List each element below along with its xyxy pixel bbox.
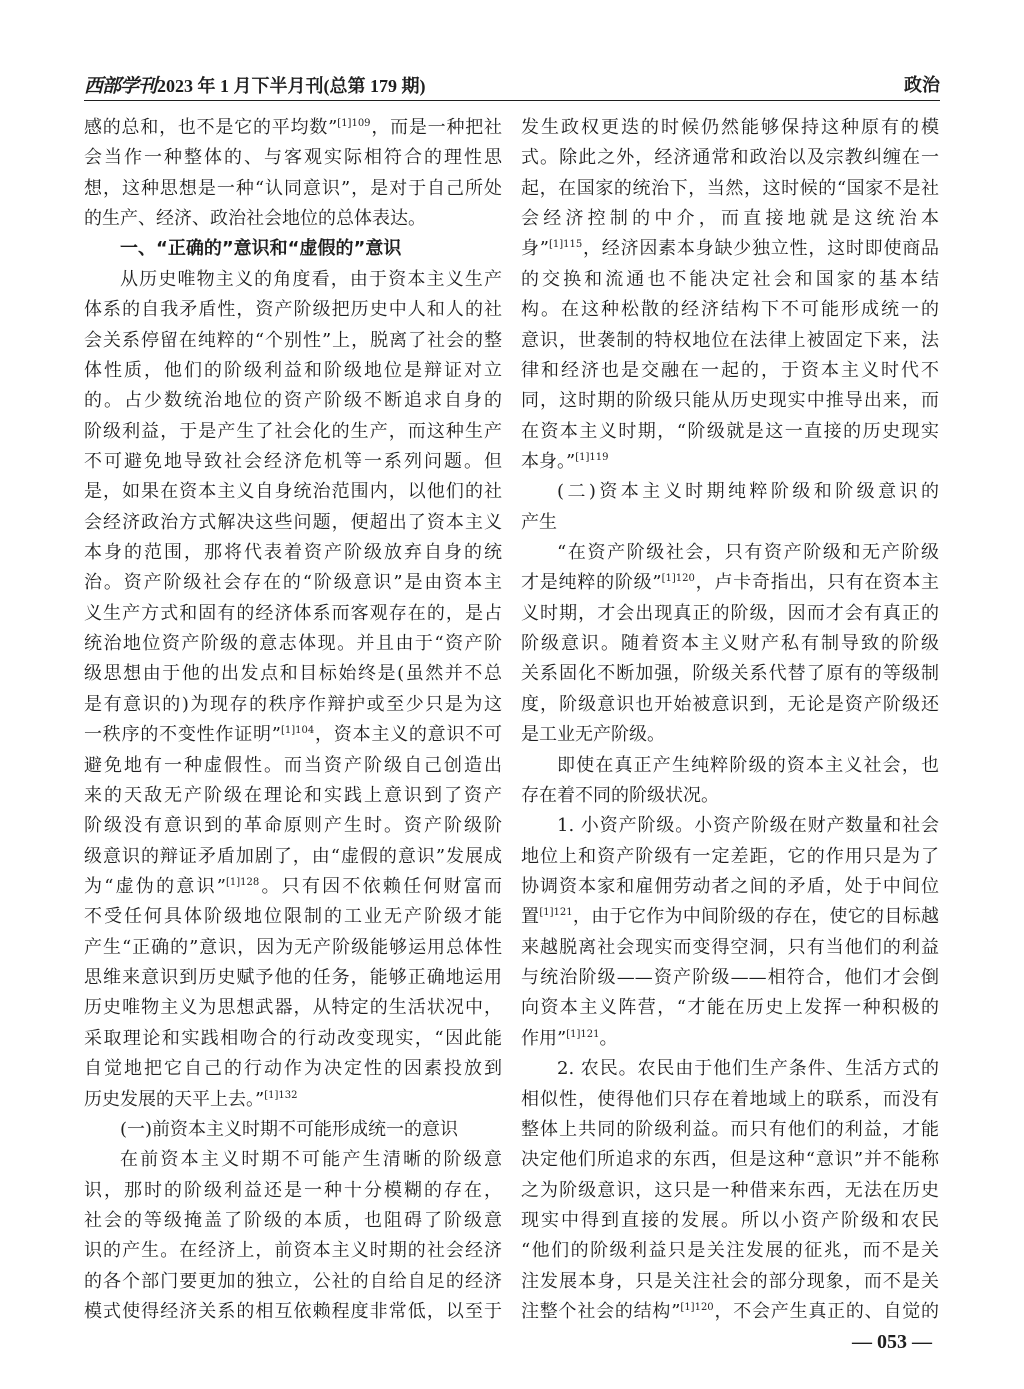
text-line bbox=[521, 265, 939, 295]
text-line bbox=[521, 1145, 939, 1175]
text-line bbox=[84, 842, 502, 872]
text-run: 会经济政治方式解决这些问题，便超出了资本主义 bbox=[84, 511, 502, 533]
text-run: 注整个社会的结构” bbox=[521, 1301, 681, 1323]
text-run: 感的总和，也不是它的平均数” bbox=[84, 117, 338, 138]
citation-superscript: [1]104 bbox=[280, 725, 315, 737]
text-run: 历史唯物主义为思想武器，从特定的生活状况中， bbox=[84, 997, 502, 1019]
text-line bbox=[84, 477, 502, 507]
text-run: 决定他们所追求的东西，但是这种“意识”并不能称 bbox=[521, 1149, 939, 1171]
text-line bbox=[84, 568, 502, 598]
text-line bbox=[521, 1176, 939, 1206]
text-line bbox=[521, 417, 939, 447]
text-run: 发生政权更迭的时候仍然能够保持这种原有的模 bbox=[521, 117, 939, 138]
text-line bbox=[84, 234, 502, 264]
text-run: 产生“正确的”意识，因为无产阶级能够运用总体性 bbox=[84, 936, 502, 958]
text-line bbox=[521, 599, 939, 629]
text-run: 构。在这种松散的经济结构下不可能形成统一的 bbox=[521, 299, 939, 321]
text-line bbox=[84, 265, 502, 295]
text-run: (二)资本主义时期纯粹阶级和阶级意识的 bbox=[557, 481, 939, 503]
paragraph bbox=[521, 811, 939, 1054]
text-run: 本身。” bbox=[521, 450, 576, 472]
text-line bbox=[84, 326, 502, 356]
text-line bbox=[521, 204, 939, 234]
text-run: 式。除此之外，经济通常和政治以及宗教纠缠在一 bbox=[521, 147, 939, 169]
citation-superscript: [1]119 bbox=[575, 451, 609, 463]
text-run: 起，在国家的统治下，当然，这时候的“国家不是社 bbox=[521, 177, 939, 199]
text-run: 会当作一种整体的、与客观实际相符合的理性思 bbox=[84, 147, 502, 169]
column-left bbox=[84, 113, 502, 1327]
text-run: 是工业无产阶级。 bbox=[521, 724, 665, 746]
journal-logo: 西部学刊 bbox=[84, 75, 157, 97]
citation-superscript: [1]109 bbox=[337, 118, 371, 129]
text-run: 向资本主义阵营，“才能在历史上发挥一种积极的 bbox=[521, 997, 939, 1019]
text-line bbox=[84, 872, 502, 902]
text-line bbox=[84, 781, 502, 811]
text-line bbox=[84, 1085, 502, 1115]
text-run: 注发展本身，只是关注社会的部分现象，而不是关 bbox=[521, 1270, 939, 1292]
text-line bbox=[84, 113, 502, 143]
text-run: 律和经济也是交融在一起的，于资本主义时代不 bbox=[521, 359, 939, 381]
text-run: 社会的等级掩盖了阶级的本质，也阻碍了阶级意 bbox=[84, 1209, 502, 1231]
citation-superscript: [1]120 bbox=[680, 1302, 714, 1314]
text-line bbox=[521, 781, 939, 811]
text-line bbox=[521, 143, 939, 173]
text-line bbox=[84, 174, 502, 204]
text-run: ，由于它作为中间阶级的存在，使它的目标越 bbox=[572, 906, 940, 928]
text-line bbox=[84, 295, 502, 325]
text-run: 2. 农民。农民由于他们生产条件、生活方式的 bbox=[557, 1058, 939, 1080]
text-line bbox=[521, 1206, 939, 1236]
text-run: 统治地位资产阶级的意志体现。并且由于“资产阶 bbox=[84, 633, 502, 655]
text-run: 不可避免地导致社会经济危机等一系列问题。但 bbox=[84, 450, 502, 472]
text-run: 自觉地把它自己的行动作为决定性的因素投放到 bbox=[84, 1058, 502, 1080]
text-line bbox=[84, 811, 502, 841]
text-run: 即使在真正产生纯粹阶级的资本主义社会，也 bbox=[557, 754, 939, 776]
text-run: ，资本主义的意识不可 bbox=[314, 724, 502, 746]
text-run: 是有意识的)为现存的秩序作辩护或至少只是为这 bbox=[84, 693, 502, 715]
text-run: 采取理论和实践相吻合的行动改变现实，“因此能 bbox=[84, 1027, 502, 1049]
paragraph bbox=[521, 538, 939, 751]
text-line bbox=[521, 1267, 939, 1297]
text-run: 才是纯粹的阶级” bbox=[521, 572, 662, 594]
text-line bbox=[521, 690, 939, 720]
text-line bbox=[521, 568, 939, 598]
text-run: 。 bbox=[599, 1027, 618, 1049]
text-run: 意识，世袭制的特权地位在法律上被固定下来，法 bbox=[521, 329, 939, 351]
text-line bbox=[521, 477, 939, 507]
text-run: 整体上共同的阶级利益。而只有他们的利益，才能 bbox=[521, 1118, 939, 1140]
paragraph bbox=[84, 1145, 502, 1327]
subsection-heading bbox=[84, 1115, 502, 1145]
text-run: “他们的阶级利益只是关注发展的征兆，而不是关 bbox=[521, 1240, 939, 1262]
text-line bbox=[84, 1176, 502, 1206]
text-line bbox=[84, 902, 502, 932]
text-line bbox=[521, 993, 939, 1023]
text-run: 历史发展的天平上去。” bbox=[84, 1088, 265, 1110]
text-line bbox=[521, 356, 939, 386]
text-run: 识的产生。在经济上，前资本主义时期的社会经济 bbox=[84, 1240, 502, 1262]
text-run: 的生产、经济、政治社会地位的总体表达。 bbox=[84, 208, 426, 230]
text-line bbox=[521, 113, 939, 143]
text-line bbox=[84, 933, 502, 963]
text-run: 置 bbox=[521, 906, 540, 928]
text-run: 一、“正确的”意识和“虚假的”意识 bbox=[120, 238, 402, 260]
text-run: 现实中得到直接的发展。所以小资产阶级和农民 bbox=[521, 1209, 939, 1231]
citation-superscript: [1]121 bbox=[566, 1028, 600, 1040]
text-run: 会经济控制的中介，而直接地就是这统治本 bbox=[521, 208, 939, 230]
text-run: 从历史唯物主义的角度看，由于资本主义生产 bbox=[120, 268, 502, 290]
text-line bbox=[521, 811, 939, 841]
text-run: 来的天敌无产阶级在理论和实践上意识到了资产 bbox=[84, 784, 502, 806]
text-line bbox=[521, 538, 939, 568]
text-line bbox=[84, 1297, 502, 1327]
text-line bbox=[84, 1236, 502, 1266]
text-run: 来越脱离社会现实而变得空洞，只有当他们的利益 bbox=[521, 936, 939, 958]
text-run: 在前资本主义时期不可能产生清晰的阶级意 bbox=[120, 1149, 502, 1171]
text-run: 模式使得经济关系的相互依赖程度非常低，以至于 bbox=[84, 1301, 502, 1323]
text-run: ，不会产生真正的、自觉的 bbox=[713, 1301, 940, 1323]
text-line bbox=[84, 386, 502, 416]
paragraph bbox=[521, 1054, 939, 1327]
text-line bbox=[84, 963, 502, 993]
text-line bbox=[521, 629, 939, 659]
text-run: 义时期，才会出现真正的阶级，因而才会有真正的 bbox=[521, 602, 939, 624]
text-line bbox=[84, 417, 502, 447]
text-line bbox=[521, 326, 939, 356]
page-number: — 053 — bbox=[852, 1331, 932, 1353]
text-run: ，经济因素本身缺少独立性，这时即使商品 bbox=[582, 238, 940, 260]
text-run: 思维来意识到历史赋予他的任务，能够正确地运用 bbox=[84, 967, 502, 989]
text-run: 存在着不同的阶级状况。 bbox=[521, 784, 719, 806]
text-line bbox=[521, 234, 939, 264]
text-line bbox=[84, 1115, 502, 1145]
text-line bbox=[521, 902, 939, 932]
text-line bbox=[521, 1297, 939, 1327]
text-run: 相似性，使得他们只存在着地域上的联系，而没有 bbox=[521, 1088, 939, 1110]
text-line bbox=[84, 1206, 502, 1236]
text-line bbox=[84, 1267, 502, 1297]
paragraph bbox=[521, 751, 939, 812]
issue-info: 2023 年 1 月下半月刊(总第 179 期) bbox=[157, 76, 426, 96]
paragraph bbox=[84, 265, 502, 1115]
text-run: 不受任何具体阶级地位限制的工业无产阶级才能 bbox=[84, 906, 502, 928]
citation-superscript: [1]120 bbox=[661, 573, 695, 585]
text-line bbox=[521, 386, 939, 416]
text-line bbox=[521, 174, 939, 204]
text-line bbox=[84, 143, 502, 173]
text-line bbox=[521, 659, 939, 689]
column-right bbox=[521, 113, 939, 1327]
text-run: 作用” bbox=[521, 1027, 567, 1049]
text-line bbox=[84, 690, 502, 720]
text-run: 关系固化不断加强，阶级关系代替了原有的等级制 bbox=[521, 663, 939, 685]
text-line bbox=[521, 933, 939, 963]
text-line bbox=[84, 659, 502, 689]
text-run: 义生产方式和固有的经济体系而客观存在的，是占 bbox=[84, 602, 502, 624]
text-run: 是，如果在资本主义自身统治范围内，以他们的社 bbox=[84, 481, 502, 503]
text-line bbox=[84, 720, 502, 750]
text-run: 体系的自我矛盾性，资产阶级把历史中人和人的社 bbox=[84, 299, 502, 321]
citation-superscript: [1]121 bbox=[539, 907, 573, 919]
text-line bbox=[521, 295, 939, 325]
text-run: 同，这时期的阶级只能从历史现实中推导出来，而 bbox=[521, 390, 939, 412]
text-run: ，卢卡奇指出，只有在资本主 bbox=[694, 572, 940, 594]
text-line bbox=[521, 963, 939, 993]
text-line bbox=[521, 1236, 939, 1266]
text-run: 级思想由于他的出发点和目标始终是(虽然并不总 bbox=[84, 663, 502, 685]
section-heading bbox=[84, 234, 502, 264]
text-run: 的各个部门要更加的独立，公社的自给自足的经济 bbox=[84, 1270, 502, 1292]
text-run: 之为阶级意识，这只是一种借来东西，无法在历史 bbox=[521, 1179, 939, 1201]
text-run: 为“虚伪的意识” bbox=[84, 875, 226, 897]
text-run: 产生 bbox=[521, 511, 557, 533]
text-line bbox=[84, 538, 502, 568]
text-run: 与统治阶级——资产阶级——相符合，他们才会倒 bbox=[521, 967, 939, 989]
text-line bbox=[84, 599, 502, 629]
running-header bbox=[84, 72, 940, 101]
text-line bbox=[84, 508, 502, 538]
journal-masthead bbox=[84, 72, 426, 100]
text-line bbox=[521, 1115, 939, 1145]
text-run: “在资产阶级社会，只有资产阶级和无产阶级 bbox=[557, 542, 939, 564]
text-line bbox=[84, 1024, 502, 1054]
text-run: 阶级利益，于是产生了社会化的生产，而这种生产 bbox=[84, 420, 502, 442]
text-run: 在资本主义时期，“阶级就是这一直接的历史现实 bbox=[521, 420, 939, 442]
citation-superscript: [1]132 bbox=[264, 1089, 298, 1101]
text-line bbox=[84, 993, 502, 1023]
text-line bbox=[521, 1024, 939, 1054]
text-line bbox=[84, 751, 502, 781]
text-run: 会关系停留在纯粹的“个别性”上，脱离了社会的整 bbox=[84, 329, 502, 351]
subsection-heading bbox=[521, 477, 939, 538]
citation-superscript: [1]128 bbox=[226, 876, 260, 888]
text-run: 一秩序的不变性作证明” bbox=[84, 724, 281, 746]
text-line bbox=[521, 842, 939, 872]
text-run: 度，阶级意识也开始被意识到，无论是资产阶级还 bbox=[521, 693, 939, 715]
text-line bbox=[84, 204, 502, 234]
text-run: (一)前资本主义时期不可能形成统一的意识 bbox=[120, 1118, 459, 1140]
text-line bbox=[521, 1054, 939, 1084]
text-run: 治。资产阶级社会存在的“阶级意识”是由资本主 bbox=[84, 572, 502, 594]
text-line bbox=[84, 1145, 502, 1175]
text-line bbox=[521, 447, 939, 477]
text-run: 的交换和流通也不能决定社会和国家的基本结 bbox=[521, 268, 939, 290]
text-line bbox=[521, 751, 939, 781]
text-run: ，而是一种把社 bbox=[370, 117, 502, 138]
text-line bbox=[84, 447, 502, 477]
text-run: 1. 小资产阶级。小资产阶级在财产数量和社会 bbox=[557, 815, 939, 837]
paragraph bbox=[521, 113, 939, 477]
text-run: 阶级意识。随着资本主义财产私有制导致的阶级 bbox=[521, 633, 939, 655]
text-line bbox=[521, 720, 939, 750]
text-line bbox=[521, 508, 939, 538]
text-run: 协调资本家和雇佣劳动者之间的矛盾，处于中间位 bbox=[521, 875, 939, 897]
paragraph bbox=[84, 113, 502, 234]
text-run: 想，这种思想是一种“认同意识”，是对于自己所处 bbox=[84, 177, 502, 199]
text-line bbox=[84, 356, 502, 386]
text-line bbox=[521, 1085, 939, 1115]
text-run: 避免地有一种虚假性。而当资产阶级自己创造出 bbox=[84, 754, 502, 776]
text-run: 体性质，他们的阶级利益和阶级地位是辩证对立 bbox=[84, 359, 502, 381]
text-run: 地位上和资产阶级有一定差距，它的作用只是为了 bbox=[521, 845, 939, 867]
citation-superscript: [1]115 bbox=[548, 239, 583, 251]
text-line bbox=[521, 872, 939, 902]
text-run: 级意识的辩证矛盾加剧了，由“虚假的意识”发展成 bbox=[84, 845, 502, 867]
text-run: 阶级没有意识到的革命原则产生时。资产阶级阶 bbox=[84, 815, 502, 837]
text-run: 。只有因不依赖任何财富而 bbox=[259, 875, 502, 897]
text-run: 身” bbox=[521, 238, 549, 260]
section-label: 政治 bbox=[904, 75, 940, 96]
text-run: 识，那时的阶级利益还是一种十分模糊的存在， bbox=[84, 1179, 502, 1201]
text-run: 本身的范围，那将代表着资产阶级放弃自身的统 bbox=[84, 542, 502, 564]
text-line bbox=[84, 629, 502, 659]
text-run: 的。占少数统治地位的资产阶级不断追求自身的 bbox=[84, 390, 502, 412]
text-line bbox=[84, 1054, 502, 1084]
